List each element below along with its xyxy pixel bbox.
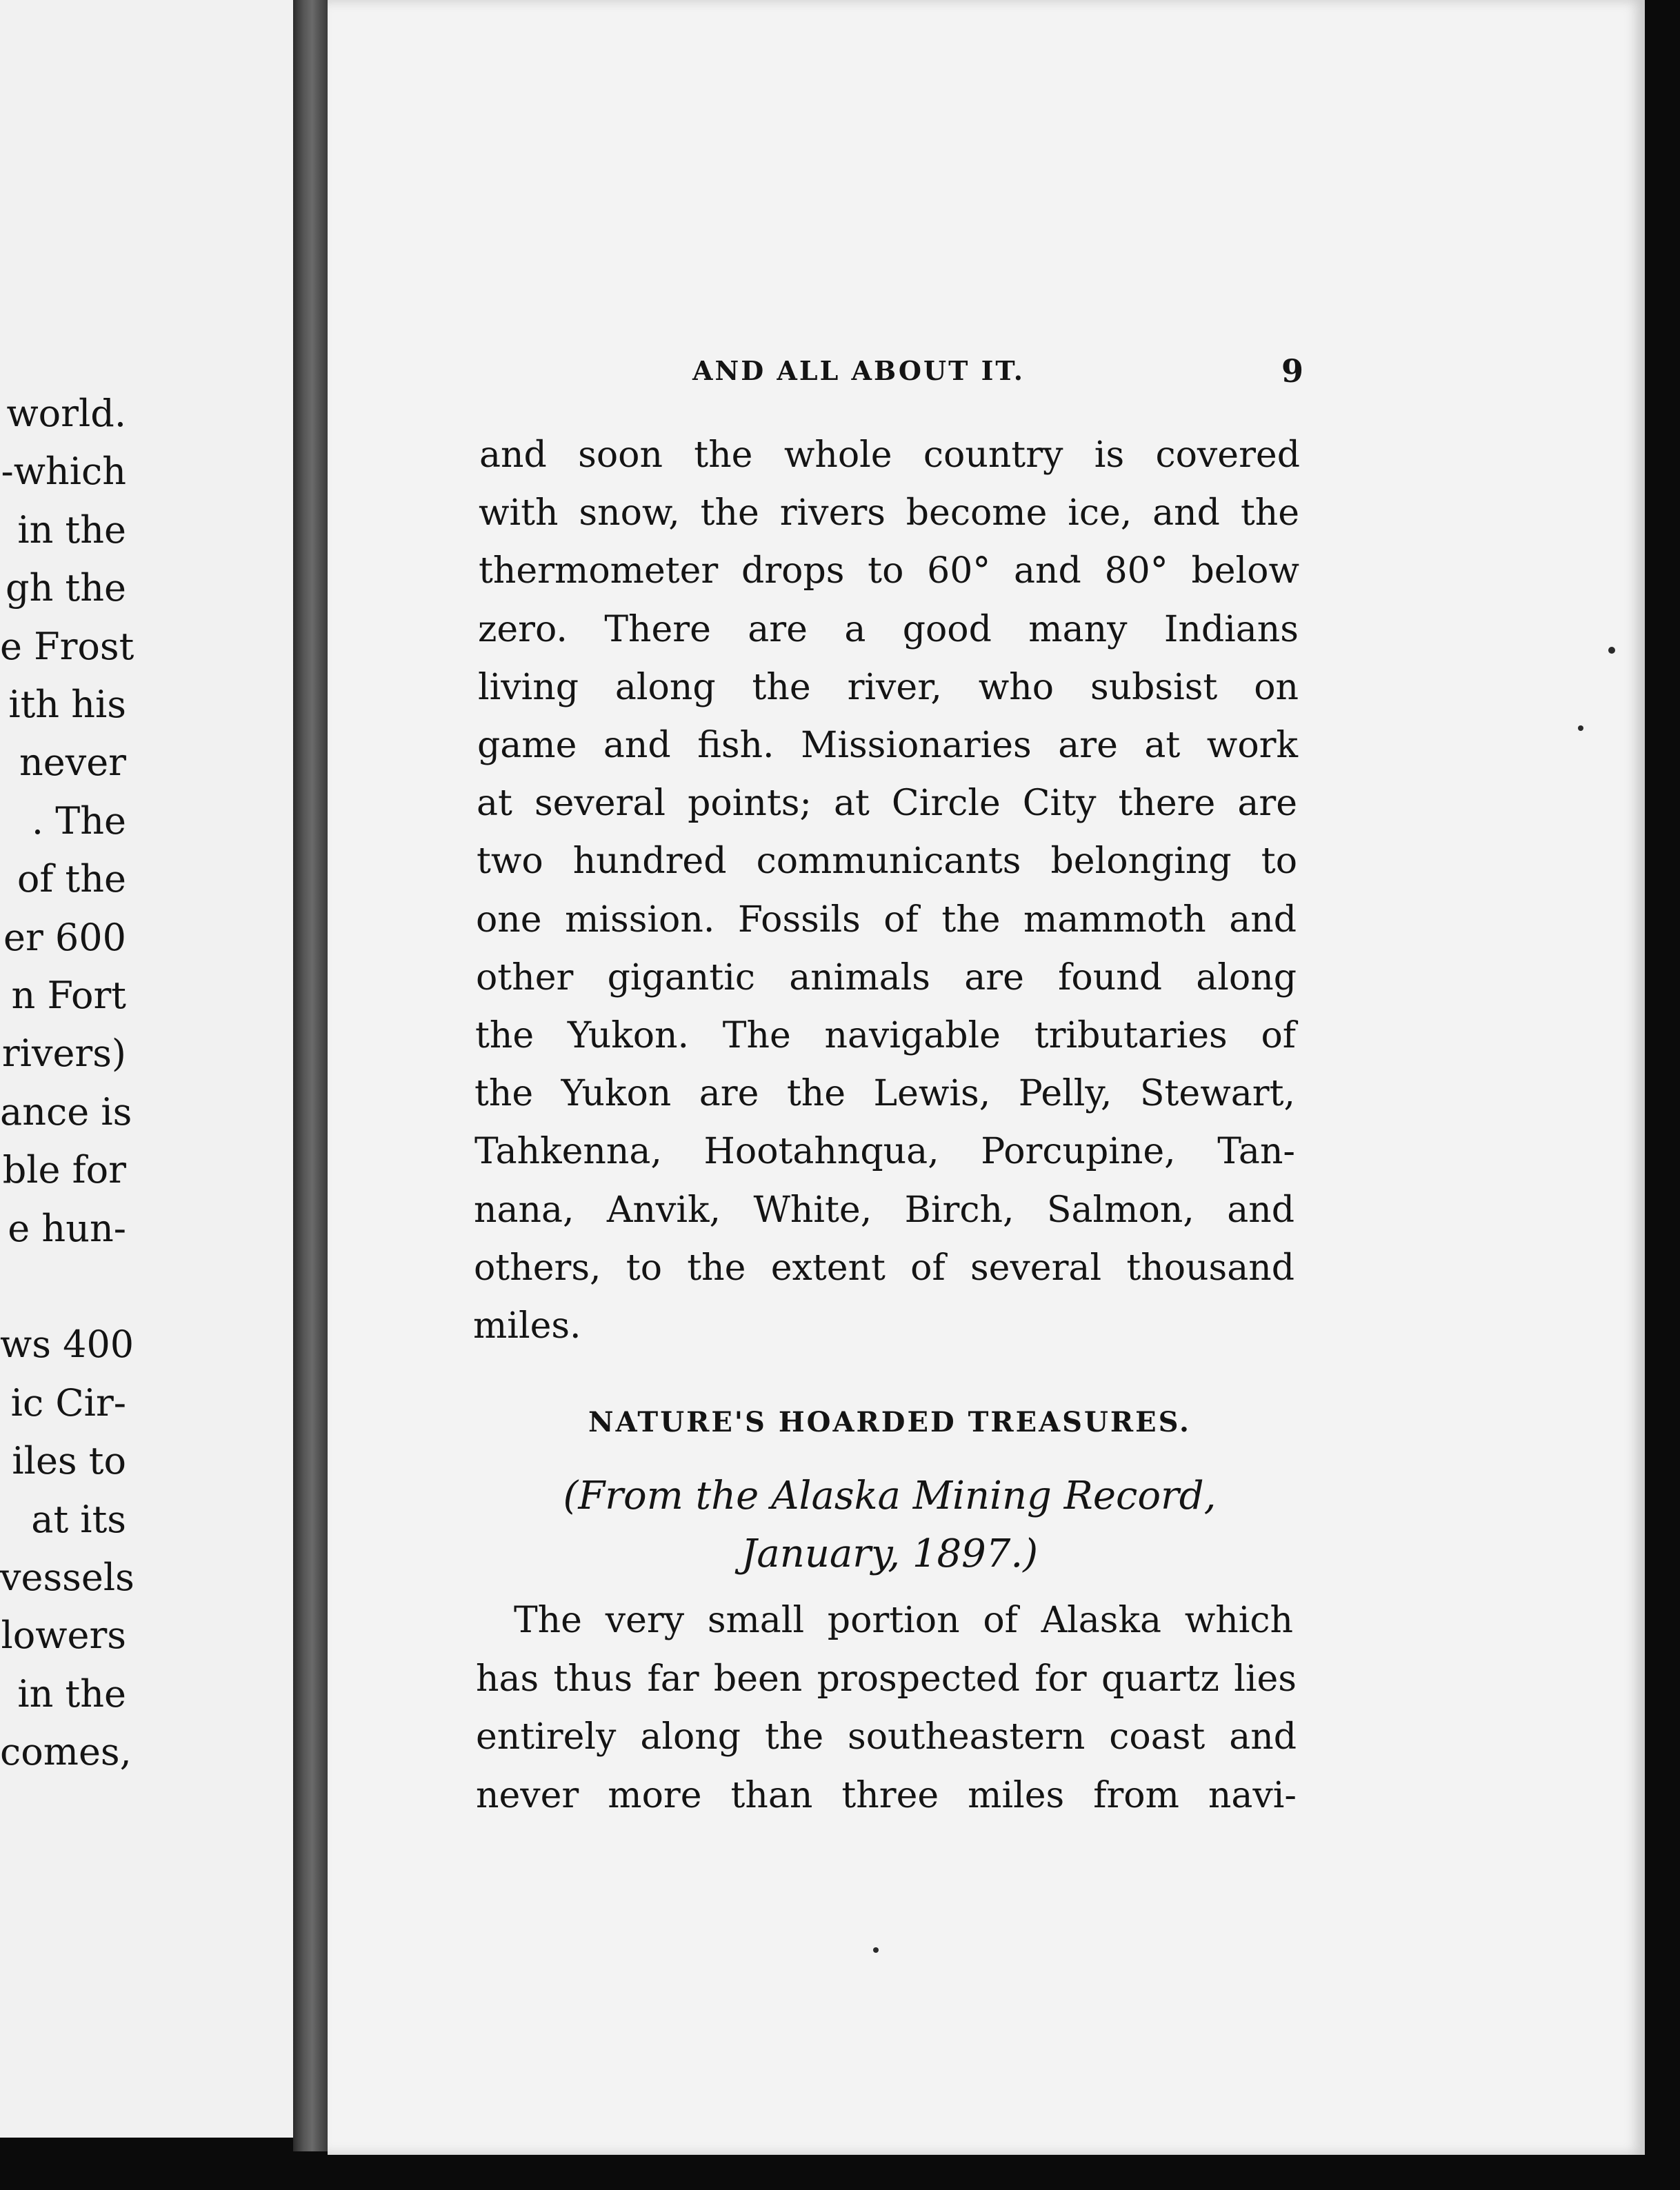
body-line: one mission. Fossils of the mammoth and bbox=[476, 898, 1297, 941]
left-fragment-line: rivers) bbox=[1, 1032, 126, 1076]
body-line: and soon the whole country is covered bbox=[479, 434, 1300, 476]
body-line: thermometer drops to 60° and 80° below bbox=[479, 550, 1299, 592]
body-line: with snow, the rivers become ice, and the bbox=[479, 492, 1299, 534]
body-line: Tahkenna, Hootahnqua, Porcupine, Tan- bbox=[474, 1131, 1295, 1173]
left-fragment-line: er 600 bbox=[3, 915, 126, 959]
left-fragment-line: at its bbox=[31, 1497, 126, 1541]
body-line: others, to the extent of several thousand bbox=[474, 1247, 1294, 1289]
paragraph-line: has thus far been prospected for quartz lies bbox=[476, 1658, 1297, 1700]
running-title: AND ALL ABOUT IT. bbox=[692, 355, 1025, 386]
body-line: zero. There are a good many Indians bbox=[478, 608, 1299, 650]
body-line: the Yukon. The navigable tributaries of bbox=[475, 1015, 1296, 1056]
source-citation-line-1: (From the Alaska Mining Record, bbox=[563, 1474, 1217, 1518]
scan-bottom-border bbox=[0, 2155, 1680, 2190]
body-line: nana, Anvik, White, Birch, Salmon, and bbox=[474, 1189, 1294, 1231]
body-line: miles. bbox=[473, 1305, 581, 1347]
left-fragment-line: e Frost bbox=[0, 624, 134, 668]
left-fragment-line: in the bbox=[17, 1671, 126, 1716]
left-fragment-line: in the bbox=[17, 508, 126, 552]
body-line: two hundred communicants belonging to bbox=[477, 841, 1297, 883]
body-line: living along the river, who subsist on bbox=[478, 666, 1299, 708]
left-fragment-line: ws 400 bbox=[0, 1323, 134, 1367]
left-fragment-line: world. bbox=[6, 392, 126, 435]
source-citation-line-2: January, 1897.) bbox=[741, 1531, 1039, 1576]
scan-speck bbox=[873, 1947, 879, 1953]
left-fragment-line: -which bbox=[1, 450, 126, 494]
paragraph-line: never more than three miles from navi- bbox=[476, 1774, 1297, 1816]
left-fragment-line: ance is bbox=[0, 1089, 132, 1134]
body-line: game and fish. Missionaries are at work bbox=[477, 725, 1298, 766]
scan-right-border bbox=[1645, 0, 1680, 2190]
scan-speck bbox=[1608, 647, 1615, 654]
left-fragment-line: n Fort bbox=[11, 974, 126, 1017]
left-fragment-line: ble for bbox=[2, 1148, 126, 1192]
body-line: the Yukon are the Lewis, Pelly, Stewart, bbox=[474, 1073, 1295, 1115]
left-fragment-line: ic Cir- bbox=[10, 1380, 126, 1425]
left-fragment-line: vessels bbox=[0, 1556, 134, 1599]
paragraph-line: entirely along the southeastern coast and bbox=[476, 1716, 1297, 1758]
left-page-text-fragments bbox=[0, 0, 293, 2138]
left-fragment-line: of the bbox=[17, 857, 126, 901]
left-fragment-line: . The bbox=[31, 798, 126, 843]
section-heading: NATURE'S HOARDED TREASURES. bbox=[588, 1406, 1191, 1438]
left-fragment-line: lowers bbox=[1, 1614, 126, 1658]
scan-speck bbox=[1578, 725, 1583, 731]
left-fragment-line: never bbox=[19, 741, 126, 785]
body-line: at several points; at Circle City there are bbox=[477, 783, 1297, 825]
left-fragment-line: gh the bbox=[6, 566, 126, 610]
left-fragment-line: e hun- bbox=[8, 1206, 126, 1250]
left-fragment-line: comes, bbox=[0, 1730, 132, 1774]
left-fragment-line: ith his bbox=[8, 683, 126, 726]
page-number: 9 bbox=[1281, 352, 1303, 390]
book-gutter bbox=[293, 0, 328, 2151]
left-page bbox=[0, 0, 293, 2138]
left-fragment-line: iles to bbox=[12, 1439, 126, 1483]
paragraph-line: The very small portion of Alaska which bbox=[514, 1600, 1293, 1641]
body-line: other gigantic animals are found along bbox=[476, 956, 1297, 998]
running-head bbox=[414, 350, 1303, 392]
